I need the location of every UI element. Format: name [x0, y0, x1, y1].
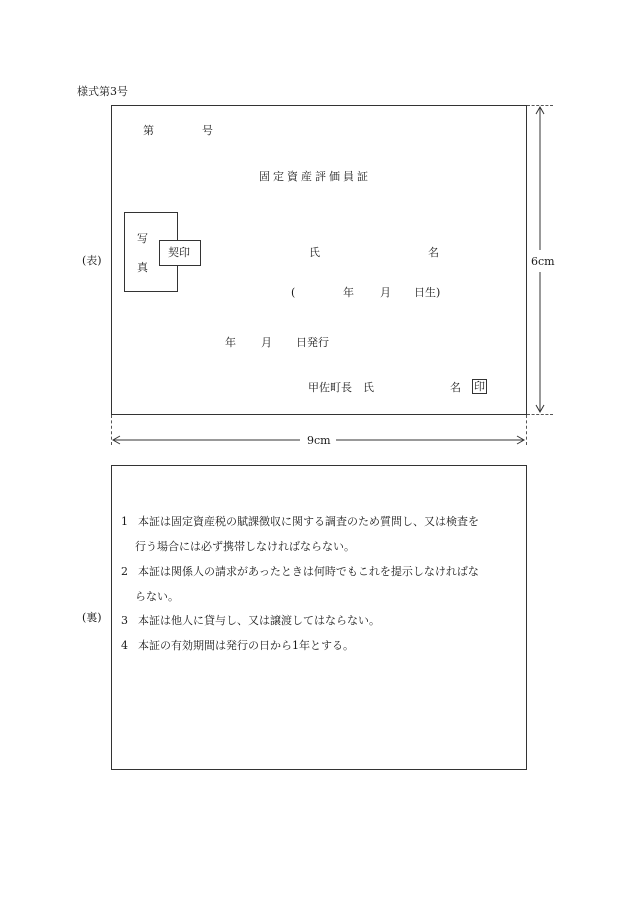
rule-text: 本証は固定資産税の賦課徴収に関する調査のため質問し、又は検査を — [138, 515, 479, 528]
rule-number: 3 — [121, 614, 128, 627]
rule-number: 1 — [121, 515, 128, 528]
issuer-title: 甲佐町長 氏 — [308, 381, 374, 394]
rule-item-2 — [121, 566, 479, 577]
rule-item-1 — [121, 516, 479, 527]
issue-year: 年 — [225, 336, 236, 349]
issuer-mei: 名 — [450, 381, 461, 394]
front-side-label: (表) — [82, 254, 102, 267]
issue-day: 日発行 — [296, 336, 329, 349]
back-side-label: (裏) — [82, 611, 102, 624]
rule-item-1-cont: 行う場合には必ず携帯しなければならない。 — [135, 540, 355, 553]
rule-item-3 — [121, 615, 380, 626]
rule-number: 4 — [121, 639, 128, 652]
rule-number: 2 — [121, 565, 128, 578]
form-number: 様式第3号 — [77, 85, 128, 98]
width-dimension-label: 9cm — [307, 434, 331, 447]
number-go: 号 — [202, 124, 213, 137]
rule-text: 本証は他人に貸与し、又は譲渡してはならない。 — [138, 614, 380, 627]
name-shi: 氏 — [309, 246, 320, 259]
rule-text: 本証の有効期間は発行の日から1年とする。 — [138, 639, 354, 652]
photo-label-bottom: 真 — [137, 261, 148, 274]
birth-year: 年 — [343, 286, 354, 299]
seal-label: 契印 — [168, 246, 190, 259]
rule-text: 本証は関係人の請求があったときは何時でもこれを提示しなければな — [138, 565, 479, 578]
birth-month: 月 — [380, 286, 391, 299]
rule-item-2-cont: らない。 — [135, 590, 179, 603]
number-dai: 第 — [143, 124, 154, 137]
issuer-seal-stamp: 印 — [474, 380, 485, 393]
height-dimension-label: 6cm — [531, 255, 555, 268]
name-mei: 名 — [428, 246, 439, 259]
issue-month: 月 — [261, 336, 272, 349]
photo-label-top: 写 — [137, 232, 148, 245]
card-title: 固定資産評価員証 — [259, 170, 371, 183]
rule-item-4 — [121, 640, 354, 651]
birth-day: 日生) — [414, 286, 441, 299]
birth-open-paren: ( — [291, 286, 296, 299]
